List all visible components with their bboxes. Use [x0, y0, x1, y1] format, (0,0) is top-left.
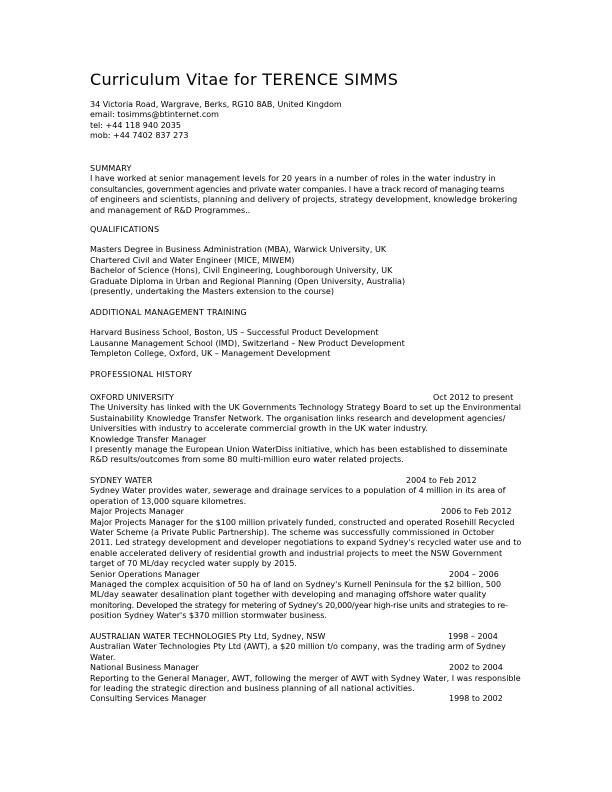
- employment-dates: Oct 2012 to present: [433, 393, 514, 402]
- job-awt: [90, 632, 522, 705]
- contact-mob: mob: +44 7402 837 273: [90, 131, 189, 141]
- role-title: Major Projects Manager: [90, 507, 184, 517]
- contact-address: 34 Victoria Road, Wargrave, Berks, RG10 8AB, United Kingdom: [90, 100, 342, 109]
- training-item: Harvard Business School, Boston, US – Successful Product Development: [90, 328, 379, 338]
- employer-name: OXFORD UNIVERSITY: [90, 393, 174, 402]
- summary-line: and management of R&D Programmes..: [90, 205, 251, 215]
- cv-title: Curriculum Vitae for TERENCE SIMMS: [90, 70, 399, 89]
- role-description: position Sydney Water's $370 million stormwater business.: [90, 611, 327, 621]
- role-description: target of 70 ML/day recycled water supply by 2015.: [90, 559, 297, 569]
- role-description: ML/day seawater desalination plant together with developing and managing offshore water quality: [90, 590, 487, 600]
- employer-name: AUSTRALIAN WATER TECHNOLOGIES Pty Ltd, Sydney, NSW: [90, 632, 326, 641]
- training-section: [90, 308, 522, 360]
- employer-description: Universities with industry to accelerate commercial growth in the UK water industry.: [90, 424, 428, 434]
- role-title: Senior Operations Manager: [90, 569, 200, 579]
- summary-line: I have worked at senior management levels for 20 years in a number of roles in the water industry in: [90, 174, 496, 184]
- role-title: Knowledge Transfer Manager: [90, 434, 207, 444]
- role-description: Major Projects Manager for the $100 million privately funded, constructed and operated Rosehill Recycled: [90, 517, 515, 527]
- summary-heading: SUMMARY: [90, 164, 132, 173]
- employer-description: The University has linked with the UK Governments Technology Strategy Board to set up the Environmental: [90, 403, 521, 413]
- training-item: Templeton College, Oxford, UK – Management Development: [90, 349, 331, 359]
- qualification-item: Bachelor of Science (Hons), Civil Engineering, Loughborough University, UK: [90, 266, 393, 276]
- employment-dates: 1998 – 2004: [448, 632, 498, 641]
- history-section: [90, 370, 522, 380]
- role-description: monitoring. Developed the strategy for metering of Sydney's 20,000/year high-rise units and strategies to re-: [90, 600, 508, 610]
- role-description: for leading the strategic direction and business planning of all national activities.: [90, 684, 415, 693]
- role-dates: 2004 – 2006: [449, 569, 499, 579]
- role-description: I presently manage the European Union WaterDiss initiative, which has been established to disseminate: [90, 445, 508, 455]
- role-description: Managed the complex acquisition of 50 ha of land on Sydney's Kurnell Peninsula for the $2 billion, 500: [90, 580, 502, 590]
- role-description: enable accelerated delivery of residential growth and industrial projects to meet the NSW Government: [90, 548, 503, 558]
- role-description: Water Scheme (a Private Public Partnership). The scheme was successfully commissioned in October: [90, 528, 495, 537]
- role-description: Reporting to the General Manager, AWT, following the merger of AWT with Sydney Water, I was responsible: [90, 673, 521, 683]
- employer-description: operation of 13,000 square kilometres.: [90, 496, 247, 506]
- qualification-item: (presently, undertaking the Masters extension to the course): [90, 287, 334, 297]
- employer-description: Water.: [90, 652, 116, 662]
- employer-description: Sydney Water provides water, sewerage and drainage services to a population of 4 million in its area of: [90, 486, 506, 496]
- qualification-item: Masters Degree in Business Administration (MBA), Warwick University, UK: [90, 245, 387, 255]
- summary-line: consultancies, government agencies and private water companies. I have a track record of managing teams: [90, 184, 505, 194]
- job-oxford: [90, 393, 522, 466]
- employer-description: Australian Water Technologies Pty Ltd (AWT), a $20 million t/o company, was the trading arm of Sydney: [90, 642, 506, 652]
- employment-dates: 2004 to Feb 2012: [406, 476, 477, 485]
- qualifications-heading: QUALIFICATIONS: [90, 225, 160, 234]
- role-dates: 1998 to 2002: [449, 694, 503, 704]
- role-title: National Business Manager: [90, 663, 199, 673]
- contact-email: email: tosimms@btinternet.com: [90, 110, 219, 120]
- role-dates: 2002 to 2004: [449, 663, 503, 673]
- employer-description: Sustainability Knowledge Transfer Network. The organisation links research and development agencies/: [90, 413, 506, 423]
- role-title: Consulting Services Manager: [90, 694, 207, 704]
- role-description: 2011. Led strategy development and developer negotiations to expand Sydney's recycled water use and to: [90, 538, 522, 548]
- summary-line: of engineers and scientists, planning and delivery of projects, strategy development, knowledge brokering: [90, 195, 518, 205]
- training-item: Lausanne Management School (IMD), Switzerland – New Product Development: [90, 338, 405, 348]
- qualification-item: Graduate Diploma in Urban and Regional Planning (Open University, Australia): [90, 276, 406, 286]
- role-dates: 2006 to Feb 2012: [441, 507, 512, 517]
- contact-tel: tel: +44 118 940 2035: [90, 120, 181, 130]
- role-description: R&D results/outcomes from some 80 multi-million euro water related projects.: [90, 455, 404, 465]
- contact-block: [90, 100, 522, 142]
- training-heading: ADDITIONAL MANAGEMENT TRAINING: [90, 308, 247, 317]
- history-heading: PROFESSIONAL HISTORY: [90, 370, 193, 379]
- employer-name: SYDNEY WATER: [90, 476, 153, 485]
- summary-section: [90, 164, 522, 216]
- job-sydney-water: [90, 476, 522, 622]
- qualifications-section: [90, 225, 522, 297]
- qualification-item: Chartered Civil and Water Engineer (MICE, MIWEM): [90, 255, 295, 265]
